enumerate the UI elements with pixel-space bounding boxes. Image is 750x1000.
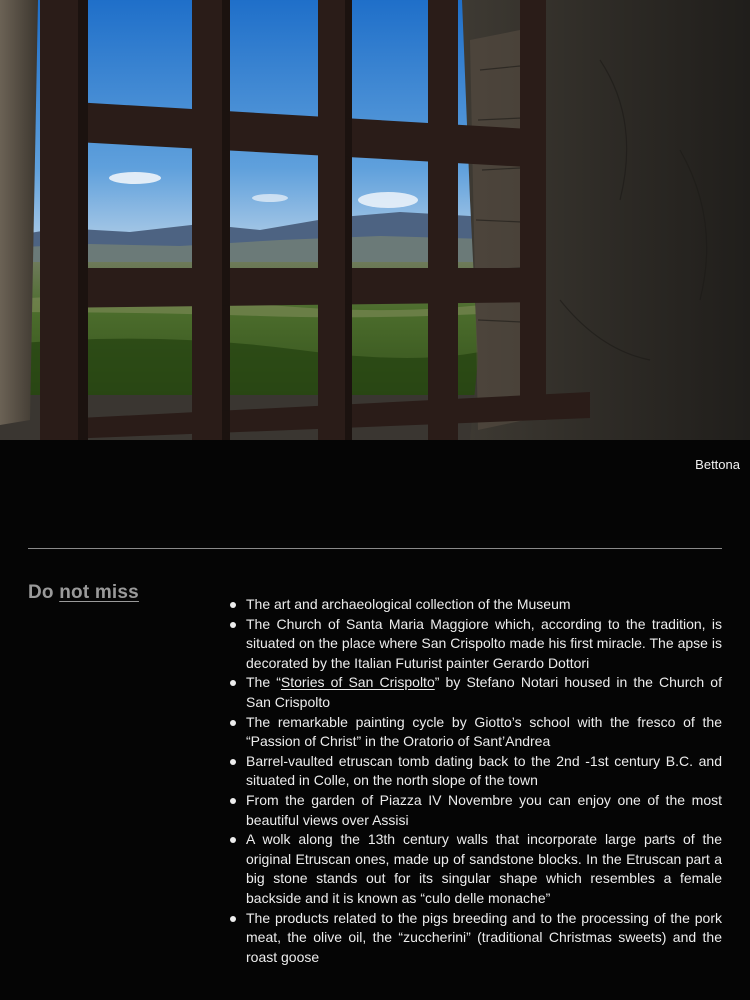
list-item: The art and archaeological collection of the Museum <box>228 595 722 615</box>
list-item: The remarkable painting cycle by Giotto’s school with the fresco of the “Passion of Christ” in the Oratorio of Sant’Andrea <box>228 713 722 752</box>
list-item: The Church of Santa Maria Maggiore which, according to the tradition, is situated on the place where San Crispolto made his first miracle. The apse is decorated by the Italian Futurist painter Gerardo Dottori <box>228 615 722 674</box>
link-stories-of-san-crispolto[interactable]: Stories of San Crispolto <box>280 674 435 691</box>
section-title <box>28 582 139 604</box>
photo-caption: Bettona <box>695 457 740 472</box>
section-title-prefix: Do <box>28 582 54 603</box>
list-item: The products related to the pigs breeding and to the processing of the pork meat, the olive oil, the “zuccherini” (traditional Christmas sweets) and the roast goose <box>228 909 722 968</box>
window-grate-photo <box>0 0 750 440</box>
list-item: A wolk along the 13th century walls that incorporate large parts of the original Etruscan ones, made up of sandstone blocks. In the Etruscan part a big stone stands out for its singular shape which resembles a female backside and it is known as “culo delle monache” <box>228 830 722 908</box>
section-title-underlined: not miss <box>59 582 139 603</box>
list-item: Barrel-vaulted etruscan tomb dating back to the 2nd -1st century B.C. and situated in Colle, on the north slope of the town <box>228 752 722 791</box>
list-item: The “Stories of San Crispolto” by Stefano Notari housed in the Church of San Crispolto <box>228 673 722 712</box>
highlights-list <box>228 595 722 967</box>
list-item: From the garden of Piazza IV Novembre you can enjoy one of the most beautiful views over Assisi <box>228 791 722 830</box>
divider-line <box>28 548 722 549</box>
